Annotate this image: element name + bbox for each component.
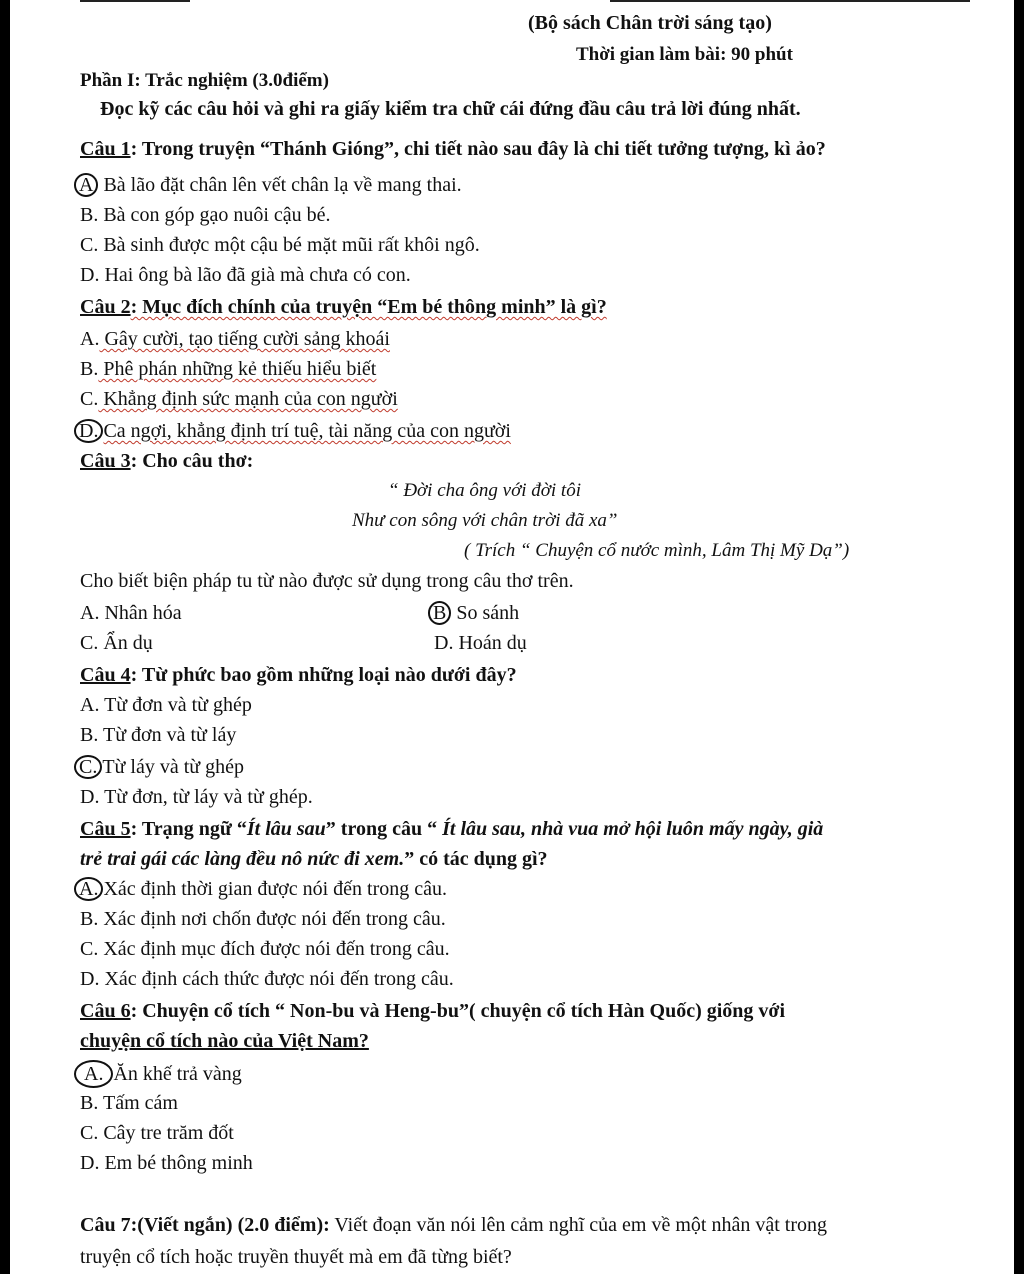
- q2-option-d: D. Ca ngợi, khẳng định trí tuệ, tài năng của con người: [80, 418, 511, 444]
- q1-circled-key: A: [74, 173, 98, 197]
- q6-option-a: A. Ăn khế trả vàng: [80, 1060, 242, 1088]
- q5-option-b: B. Xác định nơi chốn được nói đến trong câu.: [80, 908, 446, 930]
- q1-label: Câu 1: [80, 138, 131, 160]
- q6-label: Câu 6: [80, 1000, 131, 1022]
- q1-text: : Trong truyện “Thánh Gióng”, chi tiết nào sau đây là chi tiết tưởng tượng, kì ảo?: [130, 138, 826, 160]
- q3-option-a: A. Nhân hóa: [80, 602, 182, 624]
- q2-question: [80, 294, 607, 320]
- left-dark-border: [0, 0, 10, 1274]
- q3-poem-line-2: Như con sông với chân trời đã xa”: [352, 510, 618, 531]
- q4-option-c: C. Từ láy và từ ghép: [80, 754, 244, 780]
- cropped-top-line-left: [80, 0, 190, 2]
- q7-question: Câu 7:(Viết ngắn) (2.0 điểm): Viết đoạn văn nói lên cảm nghĩ của em về một nhân vật trong: [80, 1214, 827, 1236]
- q6-question: Câu 6: Chuyện cổ tích “ Non-bu và Heng-bu”( chuyện cổ tích Hàn Quốc) giống với: [80, 1000, 786, 1022]
- q3-poem-line-1: “ Đời cha ông với đời tôi: [388, 480, 581, 501]
- q3-option-c: C. Ẩn dụ: [80, 632, 153, 654]
- book-series: (Bộ sách Chân trời sáng tạo): [528, 12, 772, 34]
- q4-option-a: A. Từ đơn và từ ghép: [80, 694, 252, 716]
- exam-page: [10, 0, 1014, 1274]
- right-dark-border: [1014, 0, 1024, 1274]
- q1-question: [80, 136, 826, 162]
- q1-option-b: B. Bà con góp gạo nuôi cậu bé.: [80, 204, 331, 226]
- q1-option-d: D. Hai ông bà lão đã già mà chưa có con.: [80, 264, 411, 286]
- q5-option-d: D. Xác định cách thức được nói đến trong câu.: [80, 968, 454, 990]
- q6-question-line-2: chuyện cổ tích nào của Việt Nam?: [80, 1030, 369, 1052]
- q2-label: Câu 2: [80, 296, 131, 318]
- q5-circled-key: A.: [74, 877, 103, 901]
- q6-option-c: C. Cây tre trăm đốt: [80, 1122, 234, 1144]
- q7-label: Câu 7:(Viết ngắn) (2.0 điểm):: [80, 1214, 330, 1236]
- q2-option-c: C. Khẳng định sức mạnh của con người: [80, 388, 398, 410]
- q4-circled-key: C.: [74, 755, 102, 779]
- q4-question: [80, 662, 517, 688]
- q2-circled-key: D.: [74, 419, 103, 443]
- q1-option-c: C. Bà sinh được một cậu bé mặt mũi rất khôi ngô.: [80, 234, 480, 256]
- q5-question: Câu 5: Trạng ngữ “Ít lâu sau” trong câu “ Ít lâu sau, nhà vua mở hội luôn mấy ngày, già: [80, 818, 824, 840]
- q3-label: Câu 3: [80, 450, 131, 472]
- q2-text: : Mục đích chính của truyện “Em bé thông minh” là gì?: [130, 296, 607, 318]
- q4-label: Câu 4: [80, 664, 131, 686]
- q6-option-d: D. Em bé thông minh: [80, 1152, 253, 1174]
- q3-prompt: Cho biết biện pháp tu từ nào được sử dụng trong câu thơ trên.: [80, 570, 574, 592]
- q2-option-a: A. Gây cười, tạo tiếng cười sảng khoái: [80, 328, 390, 350]
- q7-question-line-2: truyện cổ tích hoặc truyền thuyết mà em đã từng biết?: [80, 1246, 512, 1268]
- q4-text: : Từ phức bao gồm những loại nào dưới đây?: [130, 664, 517, 686]
- q3-option-b: B So sánh: [434, 600, 519, 626]
- cropped-top-line-right: [610, 0, 970, 2]
- q5-option-c: C. Xác định mục đích được nói đến trong câu.: [80, 938, 450, 960]
- part1-instruction: Đọc kỹ các câu hỏi và ghi ra giấy kiểm tra chữ cái đứng đầu câu trả lời đúng nhất.: [100, 98, 801, 120]
- q6-option-b: B. Tấm cám: [80, 1092, 178, 1114]
- q3-source: ( Trích “ Chuyện cổ nước mình, Lâm Thị Mỹ Dạ”): [464, 540, 850, 561]
- q3-circled-key: B: [428, 601, 451, 625]
- q2-option-b: B. Phê phán những kẻ thiếu hiểu biết: [80, 358, 377, 380]
- q3-question: [80, 448, 253, 474]
- q1-option-a: A Bà lão đặt chân lên vết chân lạ về mang thai.: [80, 172, 462, 198]
- q4-option-d: D. Từ đơn, từ láy và từ ghép.: [80, 786, 313, 808]
- q3-option-d: D. Hoán dụ: [434, 632, 527, 654]
- q6-circled-key: A.: [74, 1060, 113, 1088]
- q5-question-line-2: trẻ trai gái các làng đều nô nức đi xem.” có tác dụng gì?: [80, 848, 548, 870]
- part1-title: Phần I: Trắc nghiệm (3.0điểm): [80, 70, 329, 91]
- q3-text: : Cho câu thơ:: [130, 450, 254, 472]
- q4-option-b: B. Từ đơn và từ láy: [80, 724, 237, 746]
- q5-label: Câu 5: [80, 818, 131, 840]
- q5-option-a: A. Xác định thời gian được nói đến trong câu.: [80, 876, 447, 902]
- exam-time: Thời gian làm bài: 90 phút: [576, 44, 793, 65]
